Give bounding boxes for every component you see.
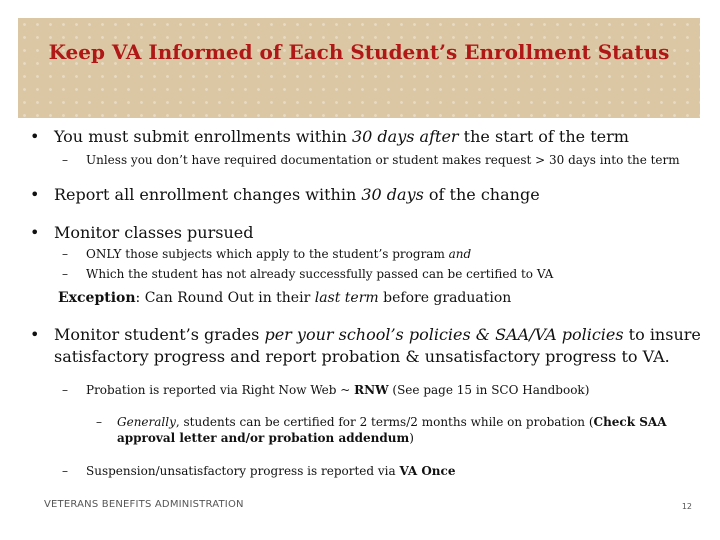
bullet-3-sub-1: ONLY those subjects which apply to the student’s program and (86, 247, 472, 261)
dash-marker: – (62, 153, 68, 167)
bullet-1-text: You must submit enrollments within 30 days after the start of the term (54, 127, 629, 146)
bullet-marker: • (30, 223, 40, 242)
bullet-3-sub-2: Which the student has not already successfully passed can be certified to VA (86, 267, 554, 281)
dash-marker: – (62, 267, 68, 281)
bullet-4-sub-1: Probation is reported via Right Now Web ~ RNW (See page 15 in SCO Handbook) (86, 383, 590, 397)
bullet-marker: • (30, 325, 40, 344)
exception-note: Exception: Can Round Out in their last term before graduation (58, 290, 512, 306)
bullet-marker: • (30, 127, 40, 146)
title-banner (18, 18, 700, 118)
bullet-4-line-2: satisfactory progress and report probation & unsatisfactory progress to VA. (54, 347, 670, 366)
dash-marker: – (62, 464, 68, 478)
page-number: 12 (681, 502, 692, 511)
bullet-2-text: Report all enrollment changes within 30 days of the change (54, 185, 540, 204)
bullet-4-sub-2: Suspension/unsatisfactory progress is reported via VA Once (86, 464, 456, 478)
bullet-4-subsub-line-1: Generally, students can be certified for 2 terms/2 months while on probation (Check SAA (117, 415, 667, 429)
bullet-4-line-1: Monitor student’s grades per your school’s policies & SAA/VA policies to insure (54, 325, 701, 344)
dash-marker: – (62, 247, 68, 261)
footer-org: VETERANS BENEFITS ADMINISTRATION (44, 499, 244, 510)
dash-marker: – (96, 415, 102, 429)
bullet-4-subsub-line-2: approval letter and/or probation addendum) (117, 431, 414, 445)
slide-title: Keep VA Informed of Each Student’s Enrollment Status (48, 40, 670, 64)
bullet-marker: • (30, 185, 40, 204)
bullet-1-sub-1: Unless you don’t have required documentation or student makes request > 30 days into the term (86, 153, 680, 167)
bullet-3-text: Monitor classes pursued (54, 223, 254, 242)
dash-marker: – (62, 383, 68, 397)
